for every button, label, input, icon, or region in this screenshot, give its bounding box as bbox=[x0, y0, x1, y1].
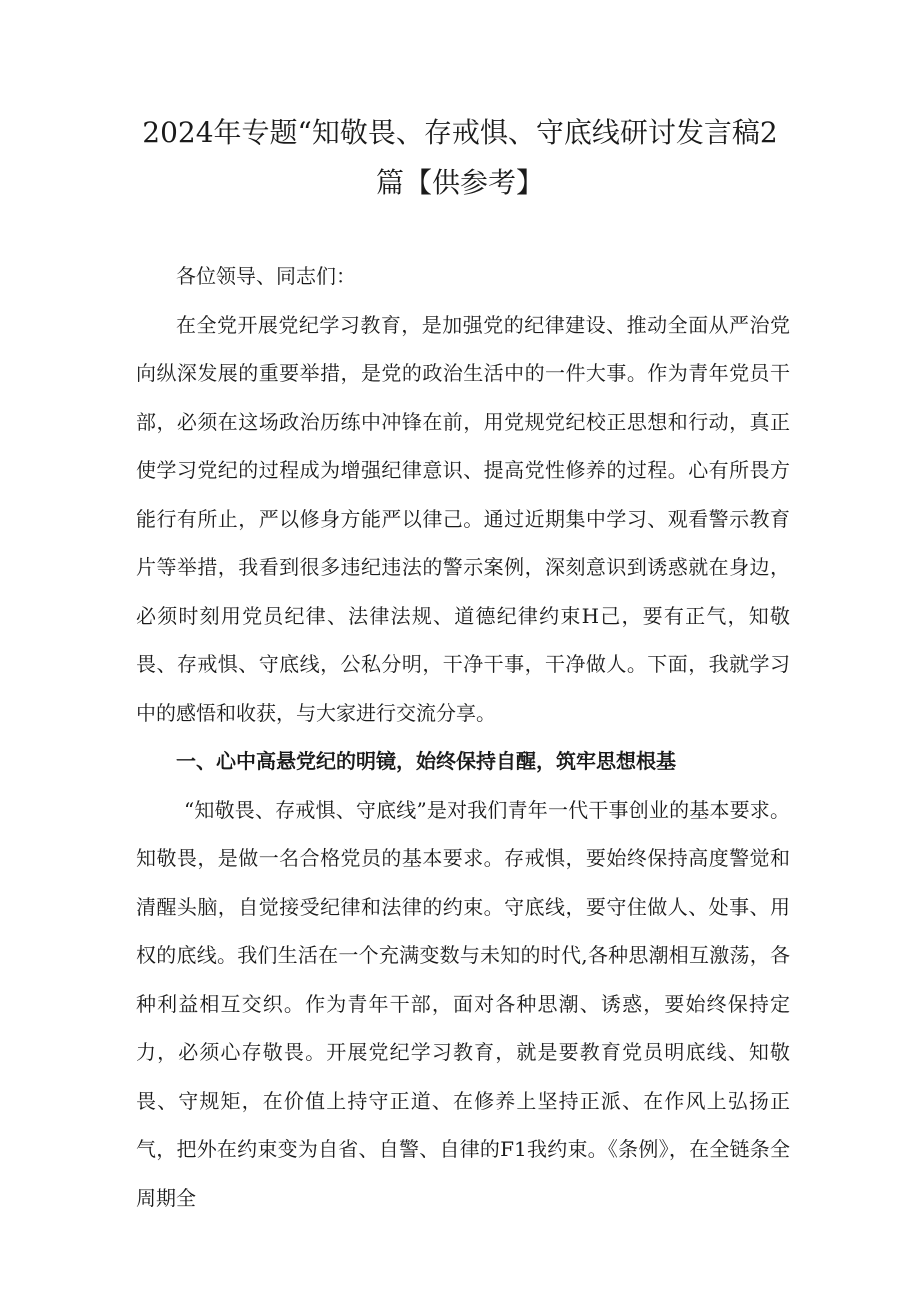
paragraph-1: 在全党开展党纪学习教育，是加强党的纪律建设、推动全面从严治党向纵深发展的重要举措，是党的政治生活中的一件大事。作为青年党员干部，必须在这场政治历练中冲锋在前，用党规党纪校正思想和行动，真正使学习党纪的过程成为增强纪律意识、提高党性修养的过程。心有所畏方能行有所止，严以修身方能严以律己。通过近期集中学习、观看警示教育片等举措，我看到很多违纪违法的警示案例，深刻意识到诱惑就在身边，必须时刻用党员纪律、法律法规、道德纪律约束H己，要有正气，知敬畏、存戒惧、守底线，公私分明，干净干事，干净做人。下面，我就学习中的感悟和收获，与大家进行交流分享。 bbox=[136, 312, 790, 725]
paragraph-2: “知敬畏、存戒惧、守底线”是对我们青年一代干事创业的基本要求。知敬畏，是做一名合格党员的基本要求。存戒惧，要始终保持高度警觉和清醒头脑，自觉接受纪律和法律的约束。守底线，要守住做人、处事、用权的底线。我们生活在一个充满变数与未知的时代,各种思潮相互激荡，各种利益相互交织。作为青年干部，面对各种思潮、诱惑，要始终保持定力，必须心存敬畏。开展党纪学习教育，就是要教育党员明底线、知敬畏、守规矩，在价值上持守正道、在修养上坚持正派、在作风上弘扬正气，把外在约束变为自省、自警、自律的F1我约束。《条例》，在全链条全周期全 bbox=[136, 797, 790, 1210]
document-body bbox=[136, 252, 790, 1222]
title-line-1: 2024年专题“知敬畏、存戒惧、守底线研讨发言稿2 bbox=[142, 116, 778, 149]
section-heading-1: 一、心中高悬党纪的明镜，始终保持自醒，筑牢思想根基 bbox=[176, 749, 676, 773]
document-title bbox=[110, 108, 810, 208]
title-line-2: 篇【供参考】 bbox=[375, 166, 544, 199]
greeting: 各位领导、同志们： bbox=[176, 264, 356, 288]
